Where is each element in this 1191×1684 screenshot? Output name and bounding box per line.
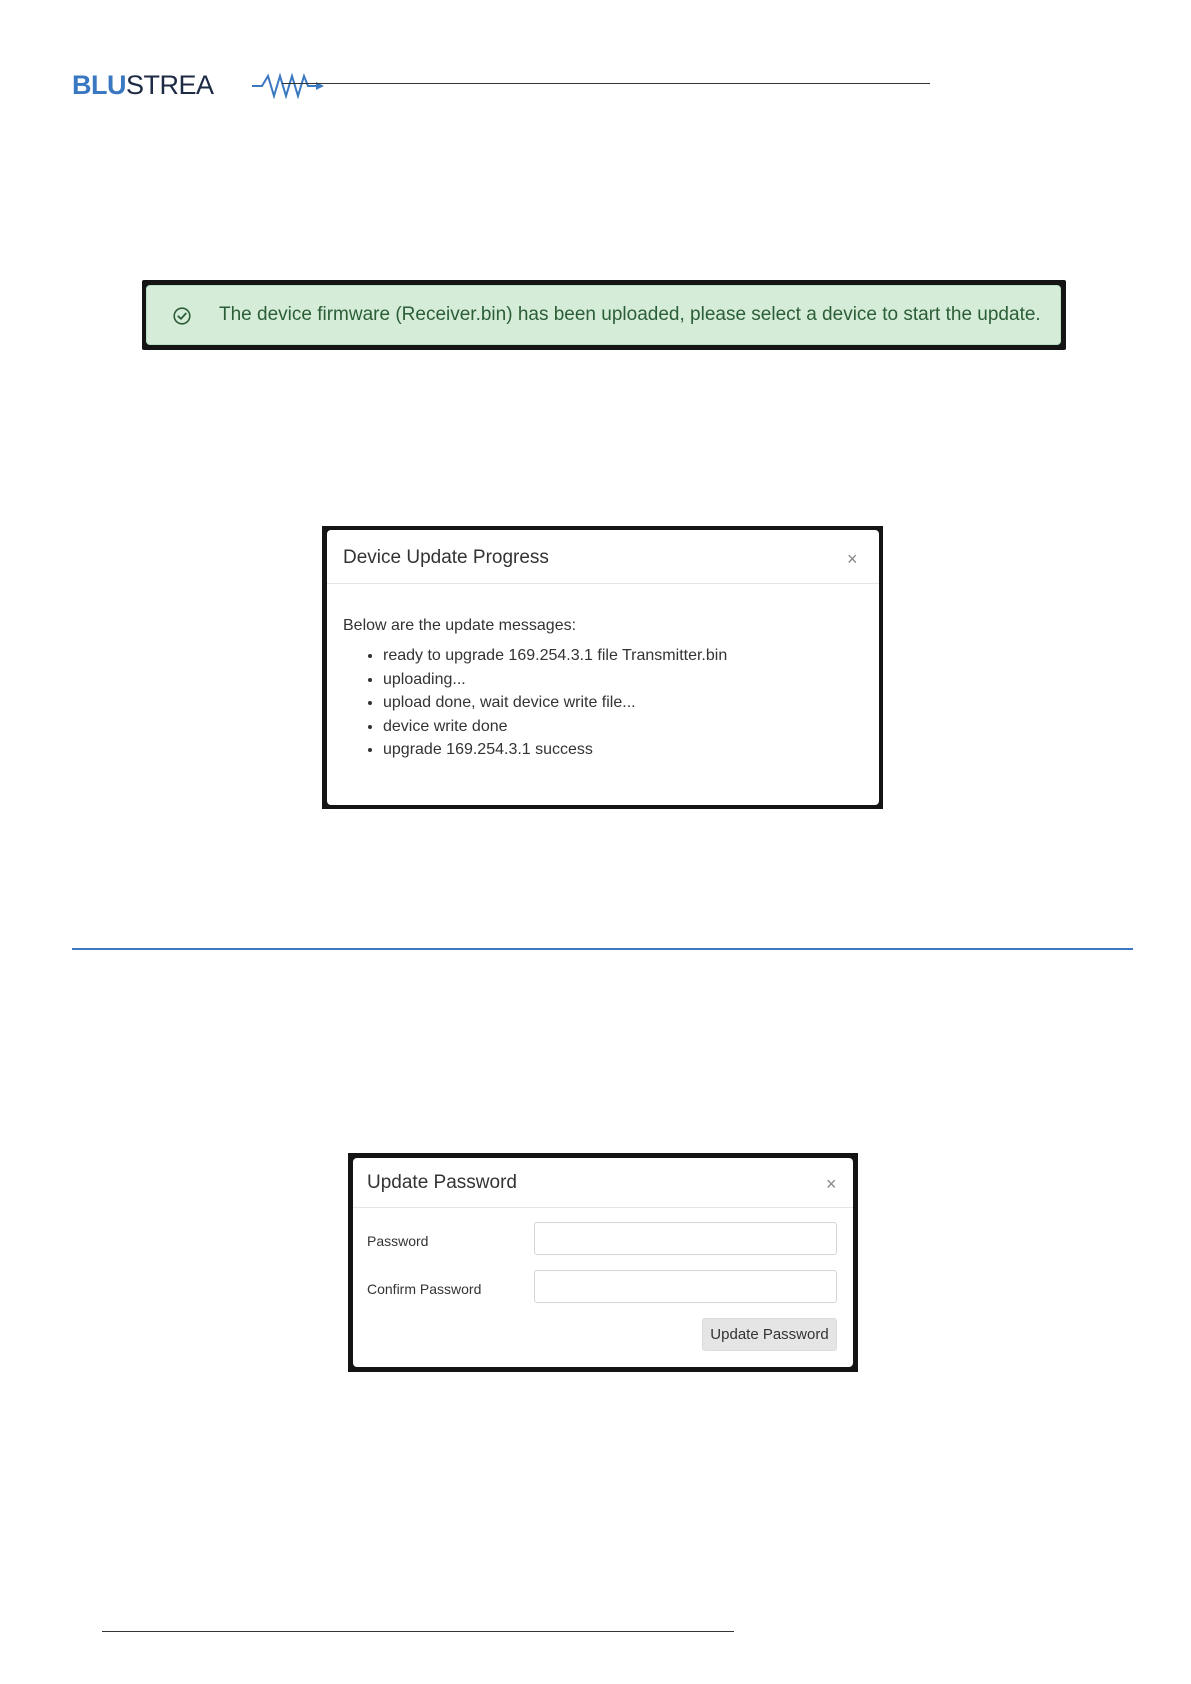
alert-message: The device firmware (Receiver.bin) has been uploaded, please select a device to start the update. [219,304,1041,325]
update-messages-list [343,644,727,762]
dialog-header-divider [353,1207,853,1208]
list-item: • uploading... [383,668,727,692]
update-password-dialog [353,1158,853,1367]
section-divider [72,948,1133,950]
check-circle-icon [173,307,191,325]
password-field[interactable] [534,1222,837,1255]
dialog-header-divider [327,583,879,584]
update-messages-intro: Below are the update messages: [343,617,577,634]
footer-rule [102,1631,734,1632]
list-item: • ready to upgrade 169.254.3.1 file Transmitter.bin [383,644,727,668]
close-icon[interactable]: × [847,549,858,569]
password-label: Password [367,1233,429,1249]
success-alert [146,285,1061,345]
close-icon[interactable]: × [826,1174,837,1194]
update-password-button[interactable]: Update Password [702,1318,837,1351]
waveform-icon [190,72,342,100]
brand-wordmark-rest: STREA [126,70,214,100]
list-item: • upgrade 169.254.3.1 success [383,738,727,762]
list-item: • upload done, wait device write file... [383,691,727,715]
dialog-title: Device Update Progress [343,547,549,568]
confirm-password-label: Confirm Password [367,1281,482,1297]
list-item: • device write done [383,715,727,739]
update-progress-dialog [327,530,879,805]
confirm-password-field[interactable] [534,1270,837,1303]
header-rule [282,83,930,84]
brand-logo [72,70,270,100]
dialog-title: Update Password [367,1172,517,1193]
brand-wordmark-blu: BLU [72,70,126,100]
